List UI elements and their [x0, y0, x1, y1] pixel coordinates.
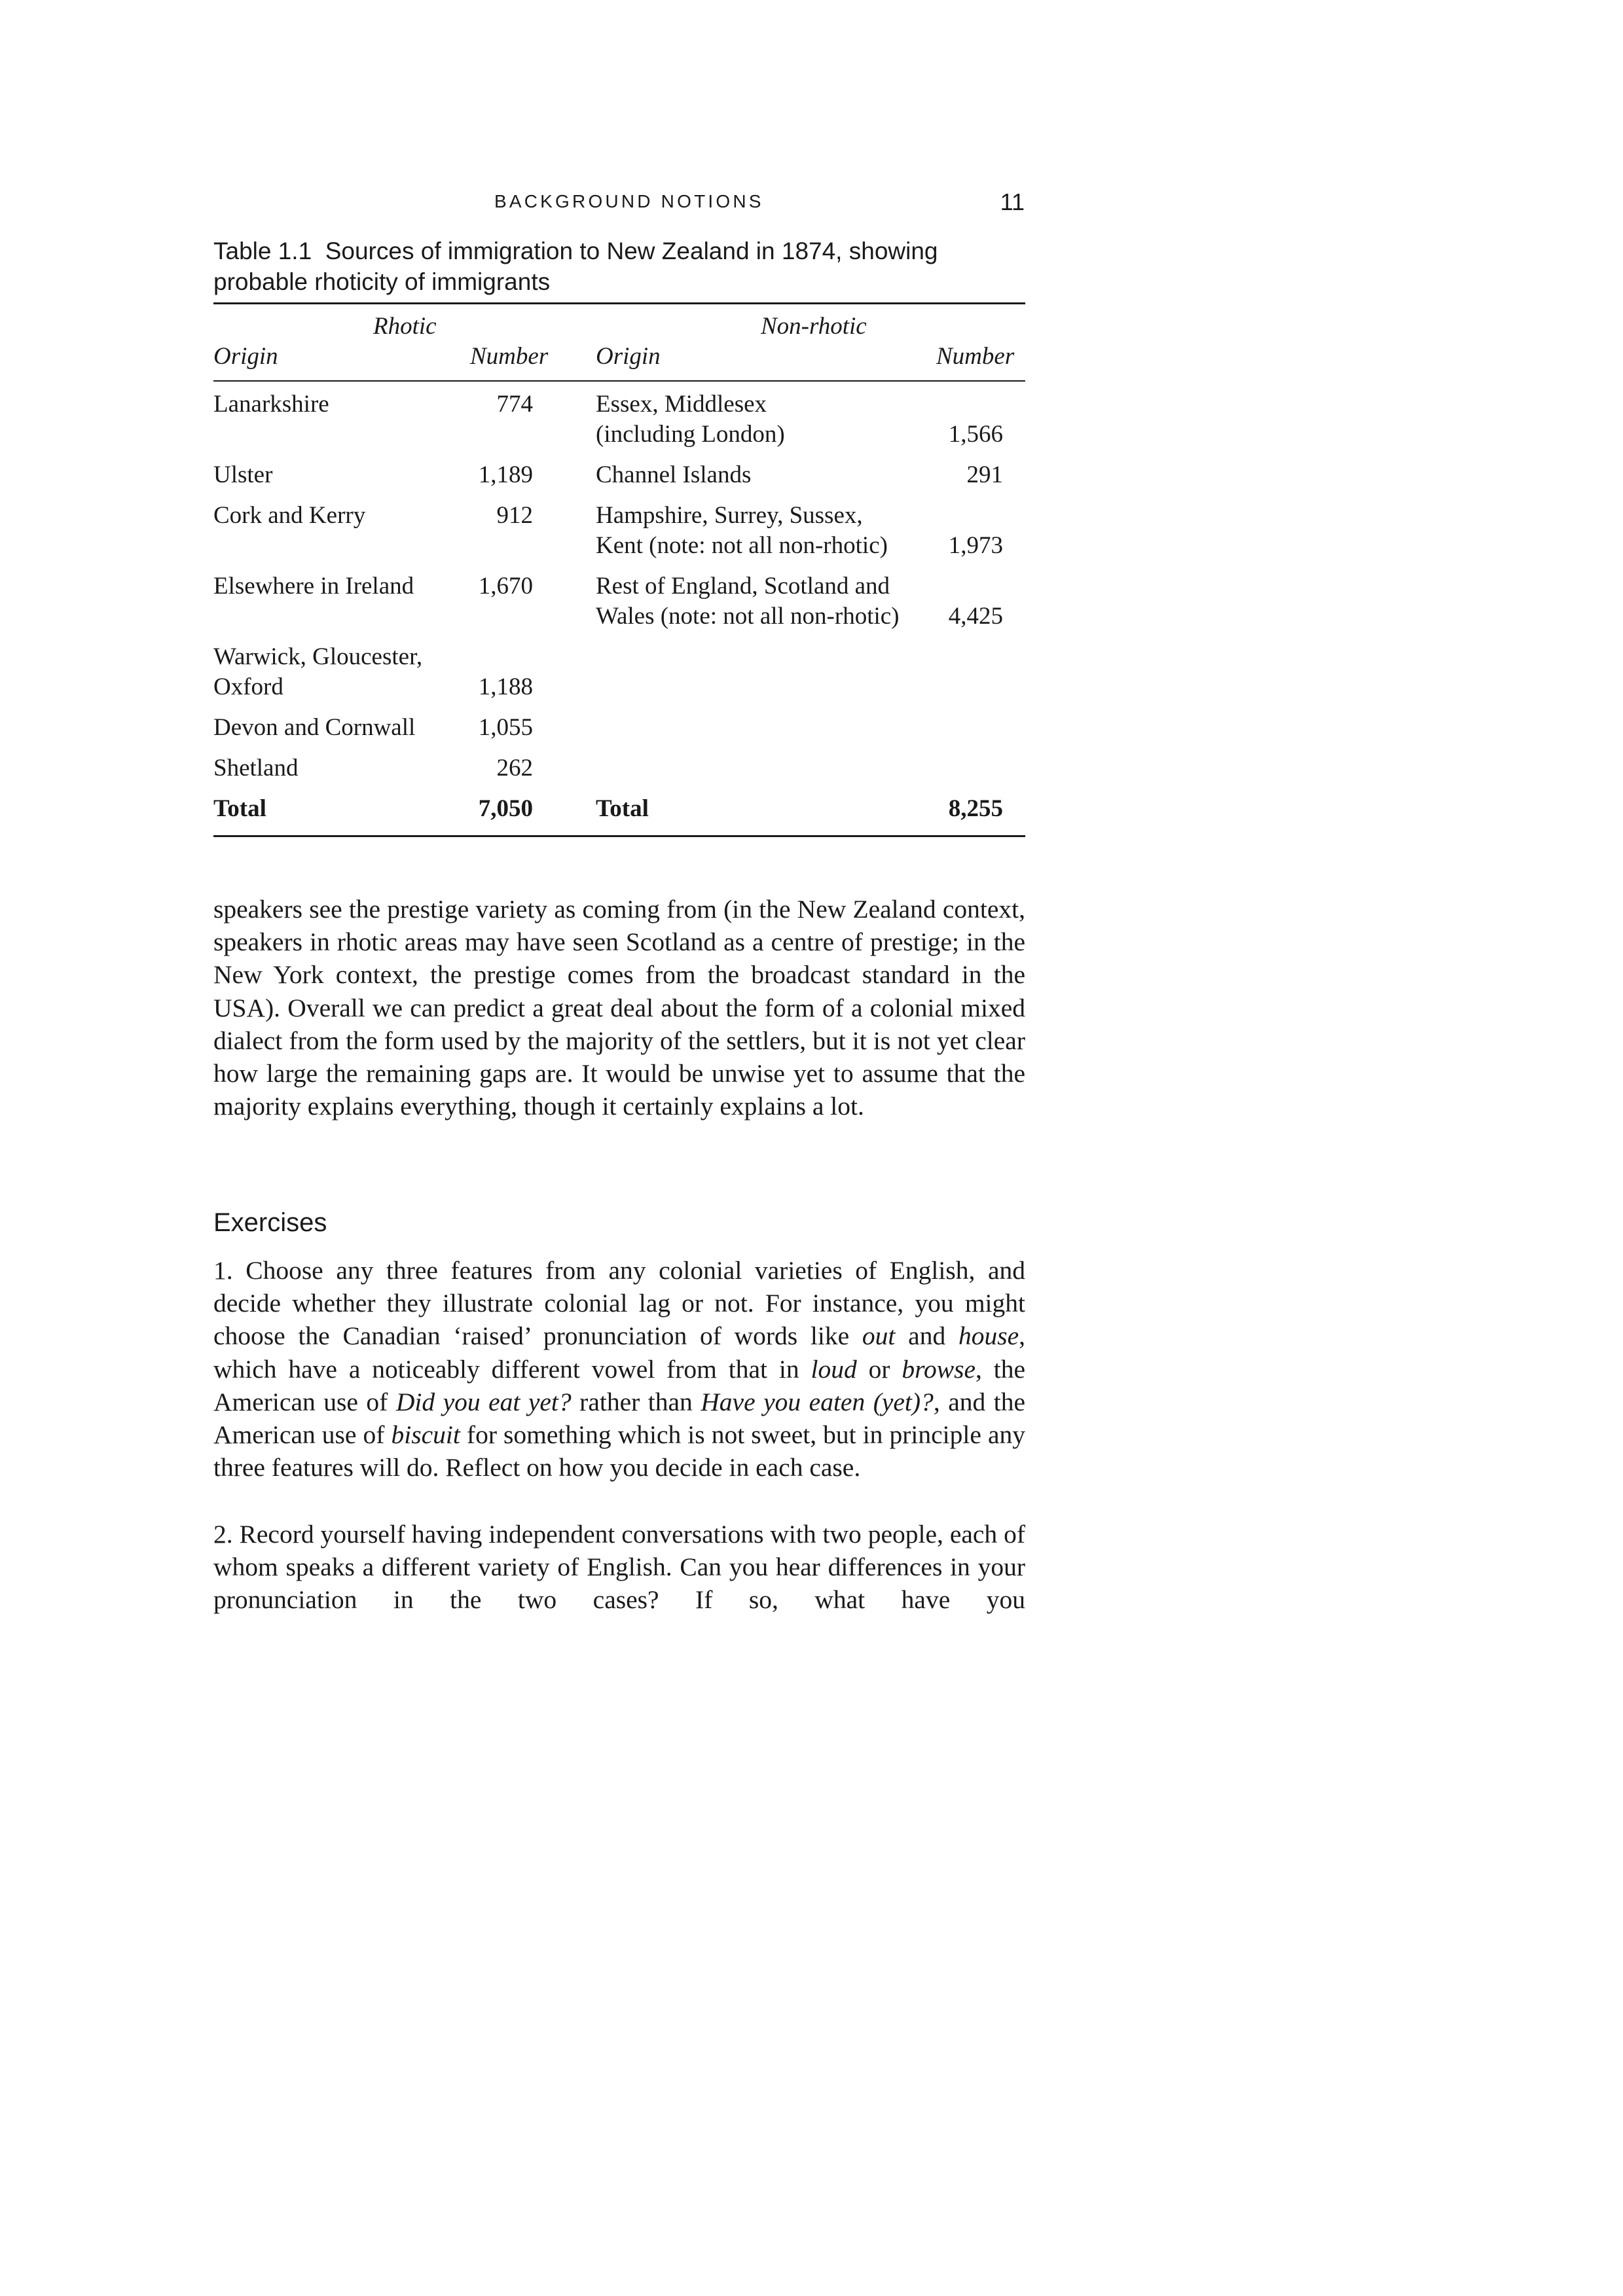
- ex1-text-2: and: [895, 1321, 958, 1351]
- rhotic-origin-devon-cornwall: Devon and Cornwall: [213, 714, 416, 741]
- ex1-italic-browse: browse: [902, 1354, 976, 1384]
- nonrhotic-number-hampshire: 1,973: [948, 532, 1003, 559]
- rhotic-origin-warwick-line-1: Warwick, Gloucester,: [213, 643, 423, 670]
- nonrhotic-origin-essex-line-2: (including London): [596, 421, 785, 448]
- ex1-text-3: , which have a noticeably different vowel from that in: [213, 1321, 1025, 1384]
- group-header-nonrhotic: Non-rhotic: [761, 313, 867, 340]
- rhotic-origin-shetland: Shetland: [213, 755, 299, 781]
- ex1-italic-have-you-eaten: Have you eaten (yet)?: [701, 1387, 934, 1416]
- header-origin-rhotic: Origin: [213, 343, 278, 370]
- ex1-italic-did-you-eat-yet: Did you eat yet?: [395, 1387, 572, 1416]
- table-bottom-rule: [213, 835, 1025, 837]
- header-number-nonrhotic: Number: [936, 343, 1015, 370]
- table-caption: [213, 236, 1019, 297]
- rhotic-total-label: Total: [213, 795, 266, 822]
- immigration-table: [213, 302, 1025, 839]
- rhotic-origin-warwick-line-2: Oxford: [213, 673, 283, 700]
- exercise-1: [213, 1254, 1025, 1484]
- table-top-rule: [213, 302, 1025, 304]
- rhotic-number-devon-cornwall: 1,055: [478, 714, 533, 741]
- exercise-2-paragraph: 2. Record yourself having independent conversations with two people, each of whom speaks a different variety of English. Can you hear differences in your pronunciation in the two cases? If so, what have you: [213, 1520, 1025, 1615]
- nonrhotic-origin-hampshire-line-1: Hampshire, Surrey, Sussex,: [596, 502, 863, 529]
- rhotic-number-ulster: 1,189: [478, 461, 533, 488]
- nonrhotic-total-label: Total: [596, 795, 649, 822]
- rhotic-number-cork-kerry: 912: [496, 502, 533, 529]
- table-caption-line-1: Table 1.1 Sources of immigration to New Zealand in 1874, showing: [213, 238, 938, 264]
- ex1-text-7: , and the American use of: [213, 1387, 1025, 1450]
- ex1-text-1: 1. Choose any three features from any colonial varieties of English, and decide whether they illustrate colonial lag or not. For instance, you might choose the Canadian ‘raised’ pronunciation of words like: [213, 1256, 1025, 1351]
- rhotic-total-value: 7,050: [478, 795, 533, 822]
- nonrhotic-origin-rest-england-line-1: Rest of England, Scotland and: [596, 573, 890, 600]
- nonrhotic-origin-hampshire-line-2: Kent (note: not all non-rhotic): [596, 532, 888, 559]
- rhotic-origin-cork-kerry: Cork and Kerry: [213, 502, 366, 529]
- page-number: 11: [1000, 188, 1025, 215]
- body-text: [213, 893, 1025, 1122]
- table-caption-line-2: probable rhoticity of immigrants: [213, 268, 551, 295]
- ex1-italic-house: house: [958, 1321, 1019, 1351]
- exercise-2: [213, 1518, 1025, 1649]
- running-head-title: BACKGROUND NOTIONS: [494, 191, 764, 211]
- header-origin-nonrhotic: Origin: [596, 343, 661, 370]
- rhotic-origin-ulster: Ulster: [213, 461, 273, 488]
- group-header-rhotic: Rhotic: [373, 313, 437, 340]
- ex1-italic-biscuit: biscuit: [391, 1420, 460, 1450]
- rhotic-number-elsewhere-ireland: 1,670: [478, 573, 533, 600]
- nonrhotic-total-value: 8,255: [948, 795, 1003, 822]
- nonrhotic-number-essex: 1,566: [948, 421, 1003, 448]
- running-head: [213, 188, 1025, 219]
- nonrhotic-origin-rest-england-line-2: Wales (note: not all non-rhotic): [596, 603, 900, 630]
- exercises-heading: Exercises: [213, 1208, 327, 1237]
- nonrhotic-number-rest-england: 4,425: [948, 603, 1003, 630]
- ex1-italic-out: out: [862, 1321, 896, 1351]
- ex1-text-6: rather than: [571, 1387, 701, 1416]
- body-paragraph: speakers see the prestige variety as coming from (in the New Zealand context, speakers in rhotic areas may have seen Scotland as a centre of prestige; in the New York context, the prestige comes from the broadcast standard in the USA). Overall we can predict a great deal about the form of a colonial mixed dialect from the form used by the majority of the settlers, but it is not yet clear how large the remaining gaps are. It would be unwise yet to assume that the majority explains everything, though it certainly explains a lot.: [213, 895, 1025, 1121]
- ex1-italic-loud: loud: [811, 1354, 857, 1384]
- header-number-rhotic: Number: [470, 343, 549, 370]
- ex1-text-8: for something which is not sweet, but in principle any three features will do. Reflect on how you decide in each case.: [213, 1420, 1025, 1482]
- exercise-1-paragraph: [213, 1254, 1025, 1484]
- rhotic-origin-elsewhere-ireland: Elsewhere in Ireland: [213, 573, 414, 600]
- rhotic-number-shetland: 262: [496, 755, 533, 781]
- nonrhotic-number-channel-islands: 291: [966, 461, 1003, 488]
- rhotic-number-warwick: 1,188: [478, 673, 533, 700]
- nonrhotic-origin-channel-islands: Channel Islands: [596, 461, 752, 488]
- nonrhotic-origin-essex-line-1: Essex, Middlesex: [596, 391, 767, 418]
- ex1-text-5: , the American use of: [213, 1354, 1025, 1416]
- rhotic-origin-lanarkshire: Lanarkshire: [213, 391, 329, 418]
- rhotic-number-lanarkshire: 774: [496, 391, 533, 418]
- table-header-rule: [213, 380, 1025, 382]
- ex1-text-4: or: [856, 1354, 902, 1384]
